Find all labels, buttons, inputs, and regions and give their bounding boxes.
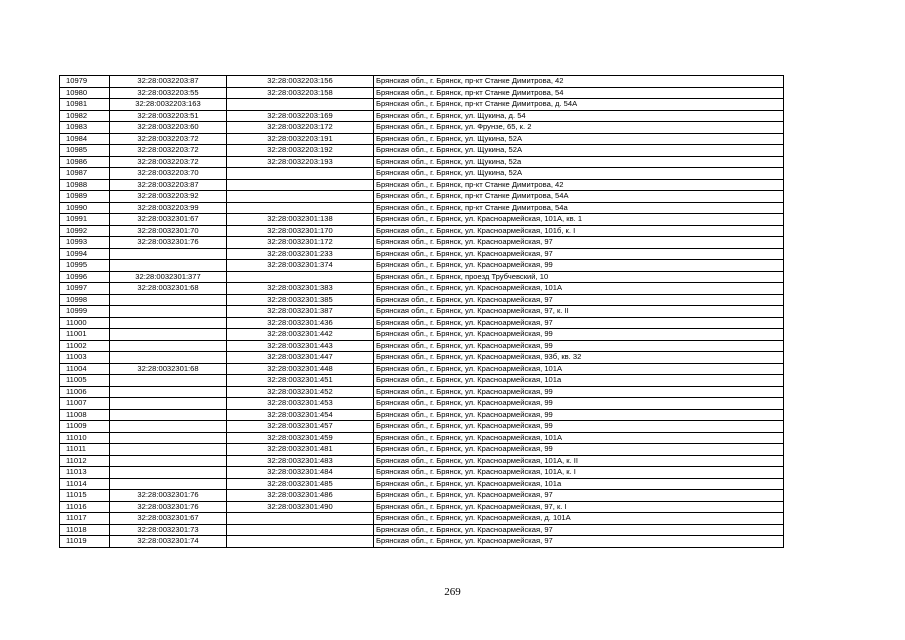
row-number-cell: 10999 [60, 306, 110, 318]
address-cell: Брянская обл., г. Брянск, ул. Красноармейская, 101а [374, 375, 784, 387]
building-cadastral-number-cell: 32:28:0032301:486 [227, 490, 374, 502]
building-cadastral-number-cell: 32:28:0032301:484 [227, 467, 374, 479]
address-cell: Брянская обл., г. Брянск, ул. Красноармейская, 99 [374, 444, 784, 456]
row-number-cell: 10982 [60, 110, 110, 122]
table-row [60, 329, 784, 341]
table-row [60, 386, 784, 398]
building-cadastral-number-cell: 32:28:0032203:169 [227, 110, 374, 122]
row-number-cell: 10991 [60, 214, 110, 226]
row-number-cell: 10984 [60, 133, 110, 145]
table-row [60, 156, 784, 168]
address-cell: Брянская обл., г. Брянск, проезд Трубчевский, 10 [374, 271, 784, 283]
land-cadastral-number-cell [110, 375, 227, 387]
building-cadastral-number-cell: 32:28:0032301:452 [227, 386, 374, 398]
land-cadastral-number-cell [110, 386, 227, 398]
row-number-cell: 10986 [60, 156, 110, 168]
land-cadastral-number-cell: 32:28:0032203:72 [110, 156, 227, 168]
row-number-cell: 11017 [60, 513, 110, 525]
land-cadastral-number-cell [110, 329, 227, 341]
building-cadastral-number-cell [227, 168, 374, 180]
address-cell: Брянская обл., г. Брянск, ул. Красноармейская, 101б, к. I [374, 225, 784, 237]
land-cadastral-number-cell: 32:28:0032301:76 [110, 490, 227, 502]
address-cell: Брянская обл., г. Брянск, ул. Красноармейская, 99 [374, 329, 784, 341]
table-row [60, 467, 784, 479]
building-cadastral-number-cell: 32:28:0032203:172 [227, 122, 374, 134]
row-number-cell: 11003 [60, 352, 110, 364]
building-cadastral-number-cell: 32:28:0032301:448 [227, 363, 374, 375]
table-row [60, 110, 784, 122]
building-cadastral-number-cell [227, 179, 374, 191]
row-number-cell: 10994 [60, 248, 110, 260]
table-row [60, 363, 784, 375]
address-cell: Брянская обл., г. Брянск, ул. Красноармейская, 93б, кв. 32 [374, 352, 784, 364]
building-cadastral-number-cell: 32:28:0032301:454 [227, 409, 374, 421]
land-cadastral-number-cell [110, 398, 227, 410]
table-row [60, 455, 784, 467]
table-row [60, 260, 784, 272]
building-cadastral-number-cell: 32:28:0032301:387 [227, 306, 374, 318]
row-number-cell: 11002 [60, 340, 110, 352]
row-number-cell: 10990 [60, 202, 110, 214]
address-cell: Брянская обл., г. Брянск, ул. Красноармейская, 101А [374, 283, 784, 295]
table-row [60, 444, 784, 456]
table-row [60, 122, 784, 134]
land-cadastral-number-cell [110, 317, 227, 329]
row-number-cell: 11001 [60, 329, 110, 341]
table-row [60, 524, 784, 536]
address-cell: Брянская обл., г. Брянск, ул. Щукина, 52А [374, 145, 784, 157]
building-cadastral-number-cell: 32:28:0032203:192 [227, 145, 374, 157]
building-cadastral-number-cell: 32:28:0032301:374 [227, 260, 374, 272]
address-cell: Брянская обл., г. Брянск, ул. Красноармейская, 99 [374, 398, 784, 410]
address-cell: Брянская обл., г. Брянск, ул. Красноармейская, 101А [374, 363, 784, 375]
table-row [60, 398, 784, 410]
table-row [60, 536, 784, 548]
land-cadastral-number-cell: 32:28:0032301:68 [110, 363, 227, 375]
address-cell: Брянская обл., г. Брянск, ул. Красноармейская, 97 [374, 248, 784, 260]
row-number-cell: 10993 [60, 237, 110, 249]
table-row [60, 248, 784, 260]
address-cell: Брянская обл., г. Брянск, ул. Красноармейская, д. 101А [374, 513, 784, 525]
row-number-cell: 10988 [60, 179, 110, 191]
building-cadastral-number-cell: 32:28:0032301:447 [227, 352, 374, 364]
land-cadastral-number-cell [110, 444, 227, 456]
address-cell: Брянская обл., г. Брянск, ул. Красноармейская, 97 [374, 317, 784, 329]
building-cadastral-number-cell: 32:28:0032203:156 [227, 76, 374, 88]
row-number-cell: 11008 [60, 409, 110, 421]
row-number-cell: 11016 [60, 501, 110, 513]
land-cadastral-number-cell: 32:28:0032301:67 [110, 214, 227, 226]
table-row [60, 478, 784, 490]
building-cadastral-number-cell: 32:28:0032203:193 [227, 156, 374, 168]
address-cell: Брянская обл., г. Брянск, ул. Красноармейская, 97, к. I [374, 501, 784, 513]
land-cadastral-number-cell: 32:28:0032301:67 [110, 513, 227, 525]
land-cadastral-number-cell [110, 294, 227, 306]
land-cadastral-number-cell: 32:28:0032203:92 [110, 191, 227, 203]
address-cell: Брянская обл., г. Брянск, пр-кт Станке Димитрова, 54а [374, 202, 784, 214]
land-cadastral-number-cell: 32:28:0032301:76 [110, 501, 227, 513]
land-cadastral-number-cell: 32:28:0032301:76 [110, 237, 227, 249]
land-cadastral-number-cell [110, 306, 227, 318]
address-cell: Брянская обл., г. Брянск, ул. Красноармейская, 101а [374, 478, 784, 490]
row-number-cell: 10980 [60, 87, 110, 99]
address-cell: Брянская обл., г. Брянск, пр-кт Станке Димитрова, 42 [374, 76, 784, 88]
address-cell: Брянская обл., г. Брянск, ул. Красноармейская, 99 [374, 340, 784, 352]
row-number-cell: 11006 [60, 386, 110, 398]
address-cell: Брянская обл., г. Брянск, ул. Красноармейская, 101А, к. II [374, 455, 784, 467]
address-cell: Брянская обл., г. Брянск, ул. Щукина, 52а [374, 156, 784, 168]
row-number-cell: 10992 [60, 225, 110, 237]
address-cell: Брянская обл., г. Брянск, ул. Щукина, д. 54 [374, 110, 784, 122]
table-row [60, 375, 784, 387]
land-cadastral-number-cell [110, 340, 227, 352]
row-number-cell: 11015 [60, 490, 110, 502]
building-cadastral-number-cell [227, 536, 374, 548]
building-cadastral-number-cell [227, 191, 374, 203]
table-row [60, 202, 784, 214]
building-cadastral-number-cell: 32:28:0032301:485 [227, 478, 374, 490]
building-cadastral-number-cell: 32:28:0032301:443 [227, 340, 374, 352]
table-row [60, 432, 784, 444]
table-row [60, 352, 784, 364]
land-cadastral-number-cell [110, 409, 227, 421]
land-cadastral-number-cell [110, 352, 227, 364]
row-number-cell: 10983 [60, 122, 110, 134]
address-cell: Брянская обл., г. Брянск, ул. Щукина, 52А [374, 168, 784, 180]
table-row [60, 179, 784, 191]
table-row [60, 340, 784, 352]
building-cadastral-number-cell [227, 271, 374, 283]
row-number-cell: 10998 [60, 294, 110, 306]
building-cadastral-number-cell: 32:28:0032301:451 [227, 375, 374, 387]
row-number-cell: 10979 [60, 76, 110, 88]
table-row [60, 306, 784, 318]
address-cell: Брянская обл., г. Брянск, пр-кт Станке Димитрова, 54 [374, 87, 784, 99]
building-cadastral-number-cell: 32:28:0032301:481 [227, 444, 374, 456]
row-number-cell: 11000 [60, 317, 110, 329]
table-row [60, 271, 784, 283]
land-cadastral-number-cell [110, 248, 227, 260]
building-cadastral-number-cell: 32:28:0032301:436 [227, 317, 374, 329]
address-cell: Брянская обл., г. Брянск, ул. Красноармейская, 99 [374, 421, 784, 433]
row-number-cell: 11010 [60, 432, 110, 444]
address-cell: Брянская обл., г. Брянск, ул. Красноармейская, 101А, кв. 1 [374, 214, 784, 226]
building-cadastral-number-cell [227, 202, 374, 214]
land-cadastral-number-cell: 32:28:0032203:163 [110, 99, 227, 111]
table-row [60, 191, 784, 203]
address-cell: Брянская обл., г. Брянск, пр-кт Станке Димитрова, д. 54А [374, 99, 784, 111]
building-cadastral-number-cell: 32:28:0032203:158 [227, 87, 374, 99]
land-cadastral-number-cell: 32:28:0032203:51 [110, 110, 227, 122]
building-cadastral-number-cell: 32:28:0032301:170 [227, 225, 374, 237]
row-number-cell: 11012 [60, 455, 110, 467]
building-cadastral-number-cell [227, 99, 374, 111]
building-cadastral-number-cell: 32:28:0032301:172 [227, 237, 374, 249]
row-number-cell: 11004 [60, 363, 110, 375]
address-cell: Брянская обл., г. Брянск, ул. Фрунзе, 65, к. 2 [374, 122, 784, 134]
row-number-cell: 11018 [60, 524, 110, 536]
row-number-cell: 10996 [60, 271, 110, 283]
address-cell: Брянская обл., г. Брянск, ул. Красноармейская, 97 [374, 524, 784, 536]
building-cadastral-number-cell: 32:28:0032301:383 [227, 283, 374, 295]
building-cadastral-number-cell: 32:28:0032301:385 [227, 294, 374, 306]
address-cell: Брянская обл., г. Брянск, ул. Красноармейская, 97 [374, 294, 784, 306]
table-row [60, 237, 784, 249]
row-number-cell: 11009 [60, 421, 110, 433]
table-row [60, 168, 784, 180]
building-cadastral-number-cell [227, 513, 374, 525]
building-cadastral-number-cell: 32:28:0032301:138 [227, 214, 374, 226]
row-number-cell: 10981 [60, 99, 110, 111]
building-cadastral-number-cell: 32:28:0032301:453 [227, 398, 374, 410]
table-body [60, 76, 784, 548]
table-row [60, 214, 784, 226]
row-number-cell: 11007 [60, 398, 110, 410]
address-cell: Брянская обл., г. Брянск, ул. Красноармейская, 101А, к. I [374, 467, 784, 479]
land-cadastral-number-cell [110, 421, 227, 433]
land-cadastral-number-cell [110, 455, 227, 467]
land-cadastral-number-cell [110, 478, 227, 490]
table-row [60, 513, 784, 525]
row-number-cell: 10997 [60, 283, 110, 295]
table-row [60, 76, 784, 88]
table-row [60, 283, 784, 295]
table-row [60, 317, 784, 329]
row-number-cell: 10995 [60, 260, 110, 272]
page-number: 269 [444, 586, 461, 598]
row-number-cell: 11005 [60, 375, 110, 387]
row-number-cell: 10989 [60, 191, 110, 203]
row-number-cell: 11014 [60, 478, 110, 490]
land-cadastral-number-cell: 32:28:0032301:377 [110, 271, 227, 283]
table-row [60, 99, 784, 111]
row-number-cell: 10987 [60, 168, 110, 180]
building-cadastral-number-cell: 32:28:0032301:483 [227, 455, 374, 467]
table-row [60, 225, 784, 237]
land-cadastral-number-cell: 32:28:0032203:72 [110, 133, 227, 145]
land-cadastral-number-cell: 32:28:0032301:68 [110, 283, 227, 295]
land-cadastral-number-cell: 32:28:0032203:70 [110, 168, 227, 180]
building-cadastral-number-cell: 32:28:0032301:490 [227, 501, 374, 513]
property-register-table [59, 75, 784, 548]
address-cell: Брянская обл., г. Брянск, ул. Щукина, 52А [374, 133, 784, 145]
table-row [60, 409, 784, 421]
row-number-cell: 10985 [60, 145, 110, 157]
address-cell: Брянская обл., г. Брянск, ул. Красноармейская, 97, к. II [374, 306, 784, 318]
address-cell: Брянская обл., г. Брянск, ул. Красноармейская, 101А [374, 432, 784, 444]
building-cadastral-number-cell: 32:28:0032301:459 [227, 432, 374, 444]
table-row [60, 133, 784, 145]
table-row [60, 490, 784, 502]
building-cadastral-number-cell: 32:28:0032301:442 [227, 329, 374, 341]
address-cell: Брянская обл., г. Брянск, ул. Красноармейская, 99 [374, 409, 784, 421]
table-row [60, 421, 784, 433]
address-cell: Брянская обл., г. Брянск, ул. Красноармейская, 97 [374, 490, 784, 502]
address-cell: Брянская обл., г. Брянск, ул. Красноармейская, 97 [374, 536, 784, 548]
address-cell: Брянская обл., г. Брянск, ул. Красноармейская, 99 [374, 386, 784, 398]
land-cadastral-number-cell: 32:28:0032203:72 [110, 145, 227, 157]
building-cadastral-number-cell: 32:28:0032301:233 [227, 248, 374, 260]
land-cadastral-number-cell: 32:28:0032203:87 [110, 76, 227, 88]
land-cadastral-number-cell: 32:28:0032203:60 [110, 122, 227, 134]
land-cadastral-number-cell: 32:28:0032301:70 [110, 225, 227, 237]
table-row [60, 145, 784, 157]
table-row [60, 501, 784, 513]
building-cadastral-number-cell: 32:28:0032203:191 [227, 133, 374, 145]
land-cadastral-number-cell [110, 467, 227, 479]
address-cell: Брянская обл., г. Брянск, пр-кт Станке Димитрова, 42 [374, 179, 784, 191]
land-cadastral-number-cell: 32:28:0032203:55 [110, 87, 227, 99]
address-cell: Брянская обл., г. Брянск, ул. Красноармейская, 99 [374, 260, 784, 272]
table-row [60, 294, 784, 306]
land-cadastral-number-cell: 32:28:0032203:99 [110, 202, 227, 214]
table-row [60, 87, 784, 99]
row-number-cell: 11011 [60, 444, 110, 456]
land-cadastral-number-cell [110, 260, 227, 272]
address-cell: Брянская обл., г. Брянск, ул. Красноармейская, 97 [374, 237, 784, 249]
building-cadastral-number-cell [227, 524, 374, 536]
land-cadastral-number-cell [110, 432, 227, 444]
land-cadastral-number-cell: 32:28:0032301:74 [110, 536, 227, 548]
building-cadastral-number-cell: 32:28:0032301:457 [227, 421, 374, 433]
address-cell: Брянская обл., г. Брянск, пр-кт Станке Димитрова, 54А [374, 191, 784, 203]
land-cadastral-number-cell: 32:28:0032203:87 [110, 179, 227, 191]
row-number-cell: 11019 [60, 536, 110, 548]
row-number-cell: 11013 [60, 467, 110, 479]
land-cadastral-number-cell: 32:28:0032301:73 [110, 524, 227, 536]
